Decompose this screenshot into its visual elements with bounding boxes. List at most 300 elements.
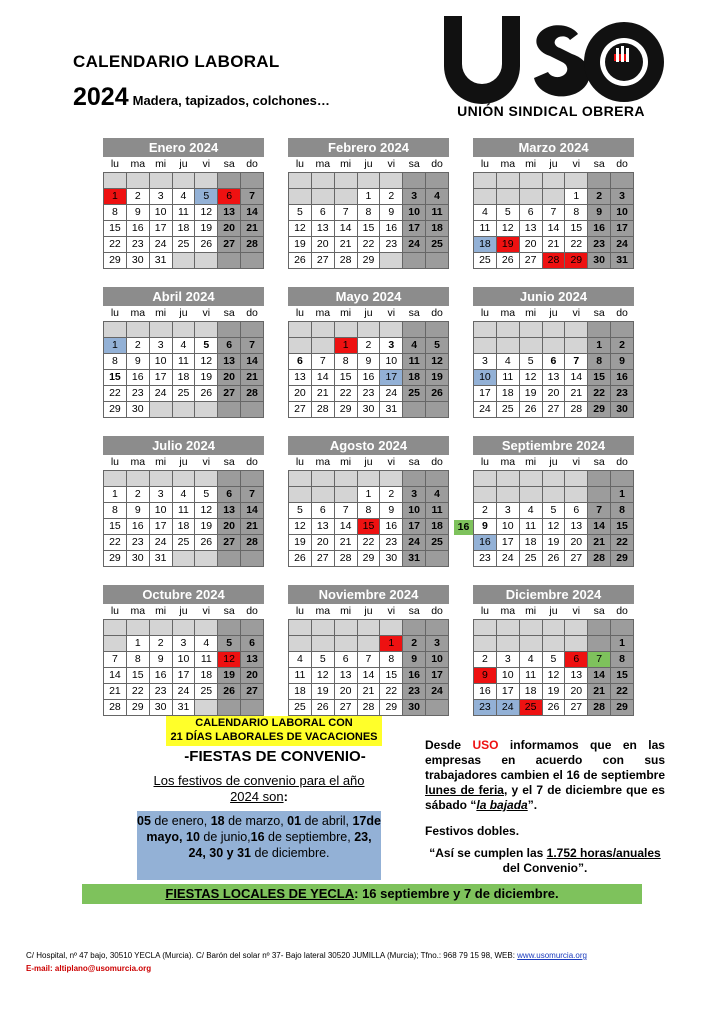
info-text: Desde (425, 738, 473, 752)
empty-cell (474, 189, 497, 205)
day-cell: 15 (611, 668, 634, 684)
day-cell: 7 (311, 354, 334, 370)
day-cell: 7 (334, 205, 357, 221)
weekday-label: do (246, 456, 258, 468)
day-cell: 8 (380, 652, 403, 668)
day-cell: 13 (311, 221, 334, 237)
day-cell: 10 (403, 205, 426, 221)
day-cell: 21 (334, 535, 357, 551)
day-cell: 22 (357, 535, 380, 551)
day-cell: 16 (474, 535, 497, 551)
day-cell: 28 (241, 535, 264, 551)
weekday-label: lu (295, 605, 305, 617)
day-cell: 18 (519, 535, 542, 551)
day-cell: 19 (218, 668, 241, 684)
day-cell: 4 (172, 189, 195, 205)
empty-cell (149, 471, 172, 487)
empty-cell (565, 338, 588, 354)
weekday-label: ju (179, 158, 188, 170)
weekday-label: ju (364, 307, 373, 319)
empty-cell (474, 636, 497, 652)
day-cell: 25 (519, 551, 542, 567)
day-cell: 27 (334, 700, 357, 716)
weekday-label: vi (387, 605, 396, 617)
day-cell: 13 (218, 205, 241, 221)
empty-cell (519, 487, 542, 503)
day-cell: 9 (474, 668, 497, 684)
day-cell: 15 (104, 519, 127, 535)
empty-cell (611, 322, 634, 338)
day-cell: 2 (588, 189, 611, 205)
month-title: Diciembre 2024 (473, 585, 634, 604)
empty-cell (588, 487, 611, 503)
day-cell: 9 (474, 519, 497, 535)
festivos-intro (140, 773, 378, 805)
empty-cell (542, 620, 565, 636)
weekday-label: ju (364, 158, 373, 170)
day-cell: 8 (334, 354, 357, 370)
day-cell: 4 (172, 338, 195, 354)
day-cell: 21 (241, 370, 264, 386)
day-cell: 7 (542, 205, 565, 221)
day-cell: 6 (218, 189, 241, 205)
day-cell: 20 (334, 684, 357, 700)
empty-cell (241, 551, 264, 567)
empty-cell (474, 338, 497, 354)
day-cell: 14 (241, 354, 264, 370)
la-bajada-highlight: la bajada (476, 798, 528, 812)
day-cell: 27 (542, 402, 565, 418)
day-cell: 20 (218, 519, 241, 535)
weekday-label: vi (202, 605, 211, 617)
day-cell: 25 (426, 535, 449, 551)
day-cell: 6 (289, 354, 312, 370)
day-cell: 11 (172, 354, 195, 370)
empty-cell (126, 620, 149, 636)
festivo-date: 05 (137, 814, 151, 828)
weekday-label: mi (155, 605, 167, 617)
day-cell: 19 (542, 535, 565, 551)
day-cell: 7 (357, 652, 380, 668)
weekday-label: ma (315, 456, 331, 468)
day-cell: 8 (588, 354, 611, 370)
empty-cell (172, 322, 195, 338)
empty-cell (474, 487, 497, 503)
day-cell: 21 (241, 519, 264, 535)
weekday-label: lu (110, 307, 120, 319)
day-cell: 13 (519, 221, 542, 237)
weekday-label: mi (525, 605, 537, 617)
day-cell: 12 (289, 519, 312, 535)
day-cell: 18 (496, 386, 519, 402)
day-cell: 6 (565, 503, 588, 519)
day-cell: 15 (334, 370, 357, 386)
day-cell: 29 (334, 402, 357, 418)
day-cell: 2 (403, 636, 426, 652)
day-cell: 24 (611, 237, 634, 253)
weekday-label: vi (387, 456, 396, 468)
month-title: Octubre 2024 (103, 585, 264, 604)
day-cell: 24 (496, 551, 519, 567)
day-cell: 16 (474, 684, 497, 700)
lunes-feria-highlight: lunes de feria (425, 783, 504, 797)
info-text: ”. (527, 798, 538, 812)
day-cell: 10 (149, 503, 172, 519)
day-cell: 9 (380, 503, 403, 519)
day-cell: 1 (565, 189, 588, 205)
day-cell: 25 (172, 237, 195, 253)
vacation-note-line1: CALENDARIO LABORAL CON (195, 717, 353, 729)
website-link[interactable]: www.usomurcia.org (517, 951, 587, 960)
month-calendar (103, 436, 264, 567)
day-cell: 31 (149, 551, 172, 567)
month-calendar (473, 287, 634, 418)
day-cell: 9 (149, 652, 172, 668)
day-cell: 17 (403, 221, 426, 237)
empty-cell (519, 620, 542, 636)
month-title: Julio 2024 (103, 436, 264, 455)
empty-cell (380, 620, 403, 636)
day-cell: 27 (565, 551, 588, 567)
empty-cell (195, 253, 218, 269)
month-calendar (473, 436, 634, 567)
month-calendar (473, 585, 634, 716)
weekday-label: vi (572, 456, 581, 468)
empty-cell (311, 620, 334, 636)
empty-cell (611, 620, 634, 636)
empty-cell (289, 487, 312, 503)
day-cell: 24 (403, 237, 426, 253)
empty-cell (357, 636, 380, 652)
footer-address (26, 951, 587, 960)
day-cell: 30 (126, 402, 149, 418)
day-cell: 23 (126, 386, 149, 402)
hours-highlight: 1.752 horas/anuales (546, 846, 661, 860)
weekday-label: ma (130, 158, 146, 170)
day-cell: 1 (611, 487, 634, 503)
day-cell: 15 (588, 370, 611, 386)
weekday-label: lu (295, 158, 305, 170)
empty-cell (104, 173, 127, 189)
day-cell: 14 (565, 370, 588, 386)
day-cell: 11 (426, 503, 449, 519)
day-cell: 28 (241, 386, 264, 402)
day-cell: 4 (195, 636, 218, 652)
day-cell: 28 (588, 700, 611, 716)
day-cell: 21 (334, 237, 357, 253)
vacation-note (166, 716, 382, 746)
festivos-list (137, 811, 381, 880)
day-cell: 18 (403, 370, 426, 386)
day-cell: 4 (496, 354, 519, 370)
day-cell: 9 (126, 503, 149, 519)
weekday-label: do (431, 158, 443, 170)
empty-cell (496, 173, 519, 189)
day-cell: 23 (126, 535, 149, 551)
day-cell: 30 (380, 551, 403, 567)
day-cell: 11 (195, 652, 218, 668)
weekday-label: ju (549, 307, 558, 319)
empty-cell (289, 338, 312, 354)
day-cell: 3 (149, 338, 172, 354)
day-cell: 20 (565, 684, 588, 700)
weekday-label: vi (387, 158, 396, 170)
empty-cell (588, 173, 611, 189)
month-title: Septiembre 2024 (473, 436, 634, 455)
empty-cell (380, 322, 403, 338)
weekday-label: sa (593, 605, 605, 617)
day-cell: 14 (311, 370, 334, 386)
month-title: Mayo 2024 (288, 287, 449, 306)
info-text: , y el 7 de diciembre que es sábado “ (425, 783, 665, 812)
empty-cell (542, 487, 565, 503)
weekday-label: ju (549, 456, 558, 468)
day-cell: 20 (311, 237, 334, 253)
empty-cell (218, 551, 241, 567)
day-cell: 29 (357, 253, 380, 269)
weekday-label: sa (593, 456, 605, 468)
day-cell: 12 (542, 668, 565, 684)
day-cell: 22 (611, 535, 634, 551)
day-cell: 19 (542, 684, 565, 700)
day-cell: 3 (474, 354, 497, 370)
month-calendar (103, 287, 264, 418)
day-cell: 8 (357, 503, 380, 519)
day-cell: 12 (496, 221, 519, 237)
weekday-label: sa (223, 307, 235, 319)
day-cell: 23 (380, 535, 403, 551)
day-cell: 29 (104, 253, 127, 269)
day-cell: 21 (565, 386, 588, 402)
empty-cell (496, 471, 519, 487)
empty-cell (565, 471, 588, 487)
day-cell: 23 (380, 237, 403, 253)
empty-cell (426, 551, 449, 567)
day-cell: 2 (380, 189, 403, 205)
day-cell: 7 (241, 189, 264, 205)
weekday-label: do (246, 158, 258, 170)
empty-cell (241, 620, 264, 636)
day-cell: 6 (241, 636, 264, 652)
weekday-label: sa (593, 158, 605, 170)
day-cell: 25 (195, 684, 218, 700)
empty-cell (565, 636, 588, 652)
day-cell: 13 (289, 370, 312, 386)
day-cell: 22 (334, 386, 357, 402)
weekday-label: vi (202, 158, 211, 170)
weekday-label: lu (480, 456, 490, 468)
day-cell: 8 (104, 354, 127, 370)
weekday-label: sa (408, 307, 420, 319)
day-cell: 8 (104, 205, 127, 221)
empty-cell (334, 322, 357, 338)
weekday-label: do (616, 307, 628, 319)
day-cell: 3 (426, 636, 449, 652)
weekday-label: mi (340, 605, 352, 617)
day-cell: 23 (149, 684, 172, 700)
empty-cell (126, 322, 149, 338)
day-cell: 27 (218, 237, 241, 253)
weekday-label: ju (179, 456, 188, 468)
day-cell: 12 (311, 668, 334, 684)
day-cell: 11 (496, 370, 519, 386)
day-cell: 18 (426, 519, 449, 535)
day-cell: 8 (611, 652, 634, 668)
empty-cell (474, 620, 497, 636)
convenio-quote (425, 846, 665, 876)
day-cell: 20 (241, 668, 264, 684)
month-calendar (288, 436, 449, 567)
day-cell: 17 (474, 386, 497, 402)
empty-cell (542, 338, 565, 354)
day-cell: 5 (195, 189, 218, 205)
day-cell: 12 (519, 370, 542, 386)
weekday-label: mi (340, 158, 352, 170)
day-cell: 9 (380, 205, 403, 221)
day-cell: 15 (357, 519, 380, 535)
day-cell: 27 (218, 386, 241, 402)
empty-cell (496, 620, 519, 636)
empty-cell (195, 173, 218, 189)
weekday-label: do (246, 605, 258, 617)
empty-cell (357, 173, 380, 189)
day-cell: 18 (519, 684, 542, 700)
day-cell: 28 (104, 700, 127, 716)
empty-cell (195, 551, 218, 567)
day-cell: 14 (334, 519, 357, 535)
day-cell: 4 (426, 189, 449, 205)
month-title: Enero 2024 (103, 138, 264, 157)
day-cell: 1 (126, 636, 149, 652)
month-title: Junio 2024 (473, 287, 634, 306)
day-cell: 11 (474, 221, 497, 237)
weekday-label: ma (315, 605, 331, 617)
day-cell: 17 (496, 684, 519, 700)
day-cell: 5 (542, 503, 565, 519)
day-cell: 8 (565, 205, 588, 221)
empty-cell (172, 253, 195, 269)
day-cell: 27 (519, 253, 542, 269)
day-cell: 28 (241, 237, 264, 253)
day-cell: 13 (334, 668, 357, 684)
day-cell: 13 (311, 519, 334, 535)
empty-cell (496, 636, 519, 652)
empty-cell (519, 322, 542, 338)
weekday-label: lu (110, 456, 120, 468)
weekday-label: vi (572, 605, 581, 617)
festivo-date: 23, 24, 30 y 31 (188, 830, 372, 860)
day-cell: 30 (126, 253, 149, 269)
empty-cell (289, 173, 312, 189)
empty-cell (474, 471, 497, 487)
empty-cell (218, 471, 241, 487)
day-cell: 30 (588, 253, 611, 269)
day-cell: 29 (126, 700, 149, 716)
day-cell: 28 (588, 551, 611, 567)
day-cell: 21 (241, 221, 264, 237)
empty-cell (218, 700, 241, 716)
weekday-label: ju (549, 605, 558, 617)
weekday-label: lu (480, 158, 490, 170)
day-cell: 29 (357, 551, 380, 567)
day-cell: 26 (542, 551, 565, 567)
weekday-label: vi (572, 307, 581, 319)
year-label: 2024 (73, 83, 129, 111)
day-cell: 1 (357, 189, 380, 205)
day-cell: 13 (218, 503, 241, 519)
day-cell: 9 (357, 354, 380, 370)
day-cell: 18 (172, 221, 195, 237)
day-cell: 9 (126, 205, 149, 221)
day-cell: 23 (588, 237, 611, 253)
day-cell: 15 (380, 668, 403, 684)
day-cell: 11 (519, 668, 542, 684)
day-cell: 25 (172, 535, 195, 551)
day-cell: 2 (149, 636, 172, 652)
day-cell: 3 (403, 189, 426, 205)
weekday-label: sa (593, 307, 605, 319)
empty-cell (426, 700, 449, 716)
day-cell: 25 (289, 700, 312, 716)
day-cell: 15 (611, 519, 634, 535)
day-cell: 16 (126, 519, 149, 535)
day-cell: 21 (311, 386, 334, 402)
empty-cell (519, 471, 542, 487)
day-cell: 22 (126, 684, 149, 700)
festivo-date: 18 (210, 814, 225, 828)
empty-cell (241, 173, 264, 189)
empty-cell (218, 173, 241, 189)
day-cell: 3 (611, 189, 634, 205)
month-calendar (473, 138, 634, 269)
day-cell: 3 (172, 636, 195, 652)
empty-cell (241, 700, 264, 716)
empty-cell (565, 322, 588, 338)
day-cell: 3 (149, 189, 172, 205)
weekday-label: vi (202, 456, 211, 468)
empty-cell (474, 322, 497, 338)
day-cell: 12 (195, 503, 218, 519)
festivo-text: de diciembre. (251, 846, 330, 860)
quote-text: del Convenio”. (502, 861, 588, 875)
day-cell: 27 (311, 551, 334, 567)
day-cell: 12 (289, 221, 312, 237)
day-cell: 17 (380, 370, 403, 386)
day-cell: 19 (496, 237, 519, 253)
day-cell: 22 (611, 684, 634, 700)
empty-cell (542, 471, 565, 487)
day-cell: 22 (588, 386, 611, 402)
footer-email[interactable]: E-mail: altiplano@usomurcia.org (26, 964, 152, 973)
day-cell: 5 (496, 205, 519, 221)
day-cell: 26 (195, 386, 218, 402)
empty-cell (426, 471, 449, 487)
empty-cell (311, 487, 334, 503)
day-cell: 28 (334, 253, 357, 269)
day-cell: 23 (403, 684, 426, 700)
empty-cell (334, 471, 357, 487)
weekday-label: do (616, 456, 628, 468)
weekday-label: do (431, 307, 443, 319)
empty-cell (565, 173, 588, 189)
weekday-label: sa (223, 456, 235, 468)
weekday-label: vi (572, 158, 581, 170)
empty-cell (380, 471, 403, 487)
day-cell: 11 (289, 668, 312, 684)
day-cell: 30 (126, 551, 149, 567)
day-cell: 15 (104, 221, 127, 237)
day-cell: 6 (218, 338, 241, 354)
